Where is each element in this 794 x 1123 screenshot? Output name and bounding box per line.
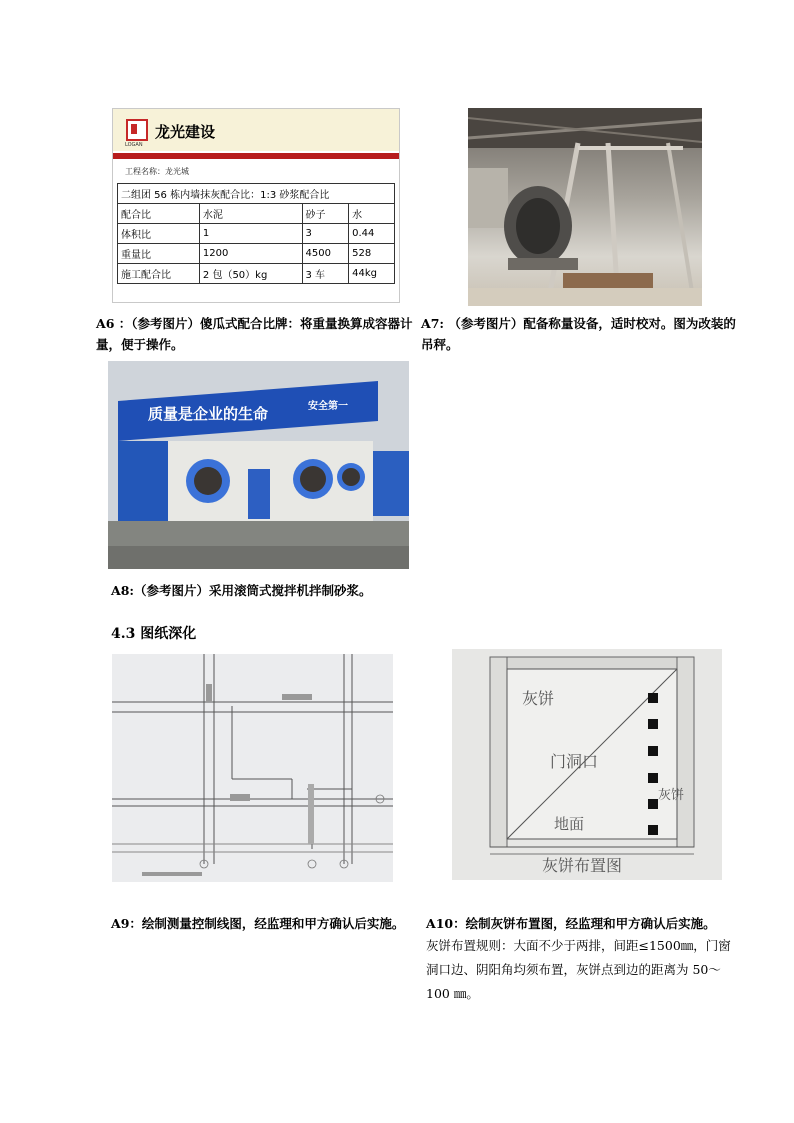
label-door-opening: 门洞口: [550, 752, 599, 771]
table-row: [118, 224, 395, 244]
survey-control-line-drawing: [112, 654, 393, 882]
sign-header: [113, 109, 399, 151]
table-cell: 水泥: [199, 204, 302, 224]
table-cell: 1: [199, 224, 302, 244]
table-cell: 3 车: [302, 264, 349, 284]
hanging-scale-illustration: [468, 108, 702, 306]
mix-ratio-sign-image: [112, 108, 400, 303]
table-row: [118, 264, 395, 284]
table-title: 二组团 56 栋内墙抹灰配合比：1:3 砂浆配合比: [118, 184, 395, 204]
label-layout-title: 灰饼布置图: [542, 856, 623, 875]
table-cell: 配合比: [118, 204, 200, 224]
section-heading: 4.3 图纸深化: [111, 626, 197, 642]
table-cell: 3: [302, 224, 349, 244]
project-name: 工程名称：龙光城: [125, 167, 189, 176]
table-cell: 0.44: [349, 224, 395, 244]
plaster-dot-layout-illustration: [452, 649, 722, 880]
mix-ratio-table: [117, 183, 395, 284]
a9-caption: A9：绘制测量控制线图，经监理和甲方确认后实施。: [111, 916, 405, 931]
table-row: [118, 204, 395, 224]
a8-caption: A8:（参考图片）采用滚筒式搅拌机拌制砂浆。: [111, 583, 372, 598]
banner-left-text: 质量是企业的生命: [148, 405, 269, 423]
sign-red-bar: [113, 153, 399, 159]
brand-name: 龙光建设: [155, 123, 216, 141]
a10-caption: A10：绘制灰饼布置图，经监理和甲方确认后实施。: [426, 916, 716, 931]
table-cell: 水: [349, 204, 395, 224]
plaster-dot-rule-note: 灰饼布置规则：大面不少于两排，间距≤1500㎜，门窗洞口边、阴阳角均须布置，灰饼点到边的距离为 50～100 ㎜。: [426, 938, 731, 1001]
table-cell: 体积比: [118, 224, 200, 244]
label-plaster-dot-tl: 灰饼: [522, 689, 555, 708]
table-cell: 1200: [199, 244, 302, 264]
label-floor: 地面: [554, 815, 585, 833]
hanging-scale-photo: [468, 108, 702, 306]
table-cell: 44kg: [349, 264, 395, 284]
table-cell: 4500: [302, 244, 349, 264]
table-cell: 重量比: [118, 244, 200, 264]
a7-caption: A7: （参考图片）配备称量设备，适时校对。图为改装的吊秤。: [421, 316, 736, 352]
table-cell: 528: [349, 244, 395, 264]
logan-logo-icon: [126, 119, 148, 141]
plaster-dot-layout-drawing: [452, 649, 722, 880]
control-line-plan-illustration: [112, 654, 393, 882]
table-cell: 施工配合比: [118, 264, 200, 284]
drum-mixer-photo: [108, 361, 409, 569]
a6-caption: A6 ：（参考图片）傻瓜式配合比牌：将重量换算成容器计量，便于操作。: [96, 316, 413, 352]
logo-sub-text: LOGAN: [125, 142, 143, 148]
table-cell: 2 包（50）kg: [199, 264, 302, 284]
label-plaster-dot-r: 灰饼: [658, 788, 685, 803]
banner-right-text: 安全第一: [308, 401, 348, 412]
table-cell: 砂子: [302, 204, 349, 224]
table-row: [118, 244, 395, 264]
drum-mixer-illustration: [108, 361, 409, 569]
